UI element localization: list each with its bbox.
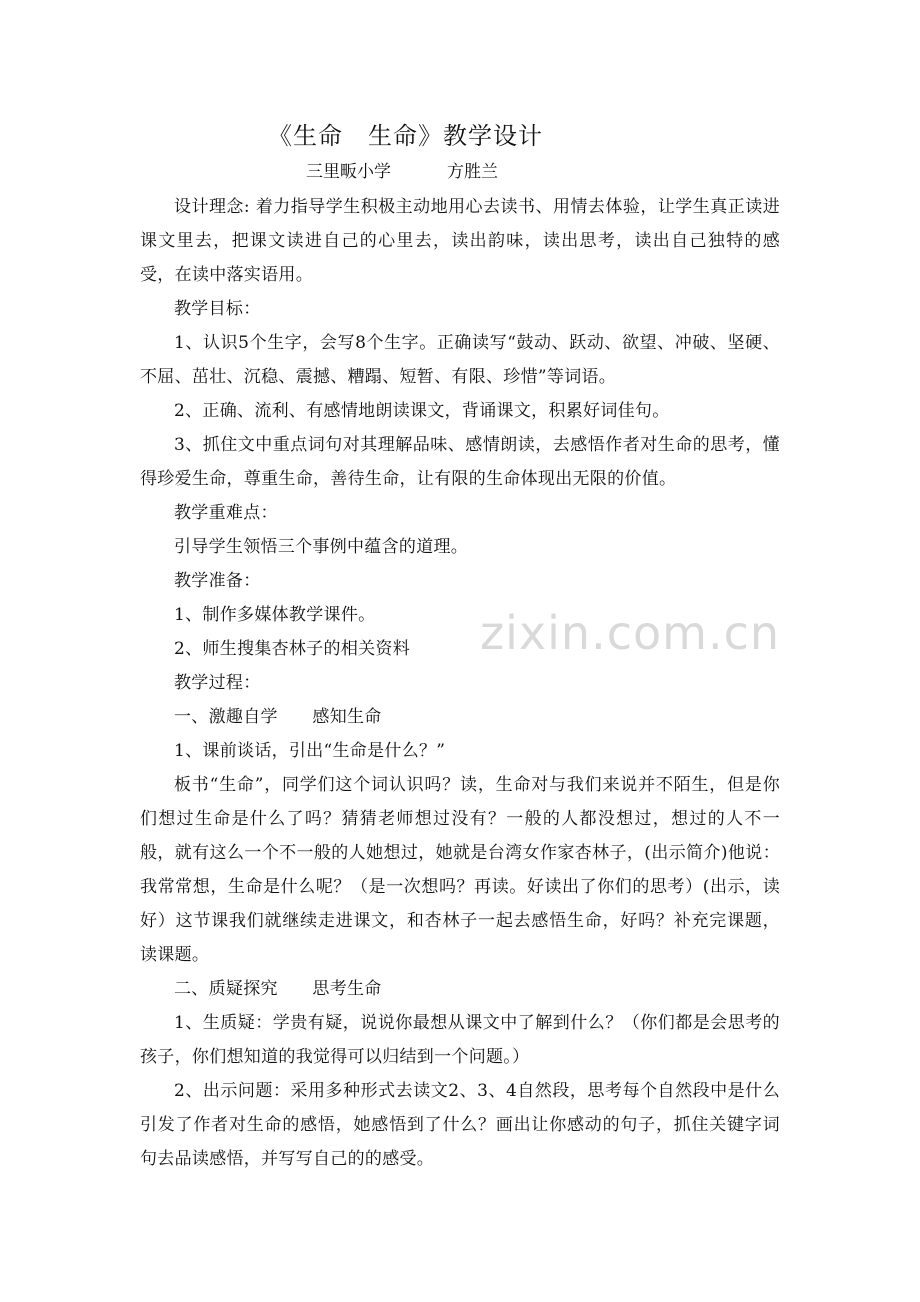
preparation-2: 2、师生搜集杏林子的相关资料 <box>174 639 411 659</box>
key-difficulties-text: 引导学生领悟三个事例中蕴含的道理。 <box>174 537 469 557</box>
author-name: 方胜兰 <box>447 162 498 182</box>
section-2-heading: 二、质疑探究 思考生命 <box>174 979 382 999</box>
goal-1: 1、认识5个生字，会写8个生字。正确读写“鼓动、跃动、欲望、冲破、坚硬、不屈、茁壮、沉稳、震撼、糟蹋、短暂、有限、珍惜”等词语。 <box>140 333 780 387</box>
section-1-heading: 一、激趣自学 感知生命 <box>174 707 382 727</box>
preparation-1: 1、制作多媒体教学课件。 <box>174 605 376 625</box>
section-2-step-2: 2、出示问题：采用多种形式去读文2、3、4自然段，思考每个自然段中是什么引发了作者对生命的感悟，她感悟到了什么？画出让你感动的句子，抓住关键字词句去品读感悟，并写写自己的的感受。 <box>140 1081 780 1169</box>
watermark: zixin.com.cn <box>480 606 781 660</box>
byline <box>140 160 780 184</box>
heading-teaching-process: 教学过程： <box>174 673 261 693</box>
goal-3: 3、抓住文中重点词句对其理解品味、感情朗读，去感悟作者对生命的思考，懂得珍爱生命，尊重生命，善待生命，让有限的生命体现出无限的价值。 <box>140 435 780 489</box>
heading-key-difficulties: 教学重难点： <box>174 503 278 523</box>
paragraph-design-concept: 设计理念: 着力指导学生积极主动地用心去读书、用情去体验，让学生真正读进课文里去，把课文读进自己的心里去，读出韵味，读出思考，读出自己独特的感受，在读中落实语用。 <box>140 197 780 285</box>
document-title: 《生命 生命》教学设计 <box>268 122 543 150</box>
section-1-step-1: 1、课前谈话，引出“生命是什么？” <box>174 741 446 761</box>
heading-teaching-goals: 教学目标： <box>174 299 261 319</box>
school-name: 三里畈小学 <box>306 162 391 182</box>
section-1-blackboard: 板书“生命”，同学们这个词认识吗？读，生命对与我们来说并不陌生，但是你们想过生命是什么了吗？猜猜老师想过没有？一般的人都没想过，想过的人不一般，就有这么一个不一般的人她想过，她就是台湾女作家杏林子，(出示简介)他说：我常常想，生命是什么呢？（是一次想吗？再读。好读出了你们的思考）(出示，读好）这节课我们就继续走进课文，和杏林子一起去感悟生命，好吗？补充完课题，读课题。 <box>140 775 780 965</box>
heading-preparation: 教学准备： <box>174 571 261 591</box>
document-page <box>140 118 780 1176</box>
goal-2: 2、正确、流利、有感情地朗读课文，背诵课文，积累好词佳句。 <box>174 401 670 421</box>
section-2-step-1: 1、生质疑：学贵有疑，说说你最想从课文中了解到什么？（你们都是会思考的孩子，你们想知道的我觉得可以归结到一个问题。） <box>140 1013 780 1067</box>
